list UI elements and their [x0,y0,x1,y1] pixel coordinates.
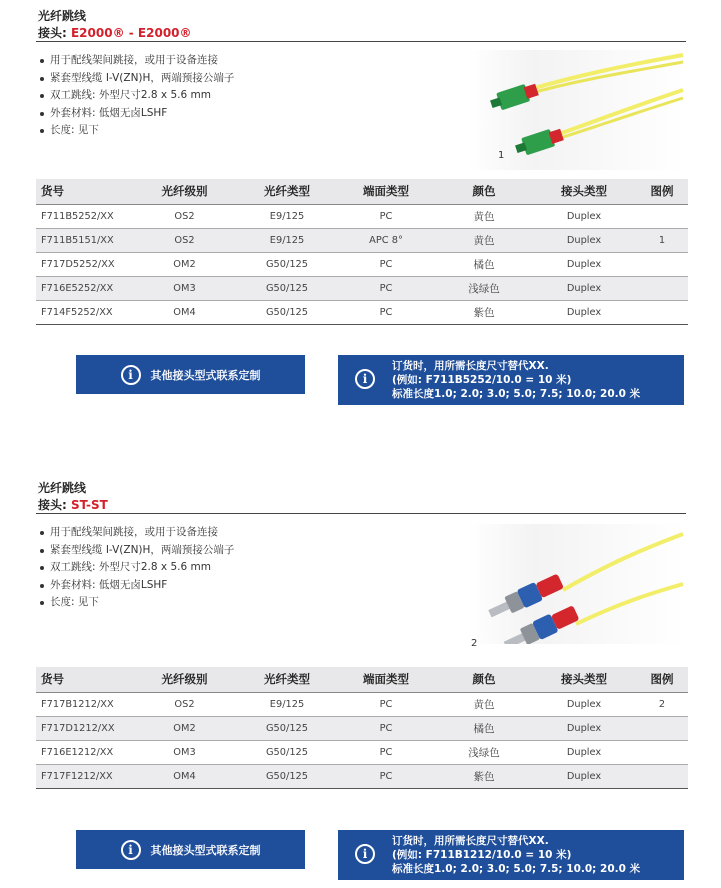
cell-connector: Duplex [532,300,636,324]
col-header-fiber-type: 光纤类型 [238,667,336,692]
cell-part-no: F711B5252/XX [36,204,131,228]
table-header-row [36,667,688,692]
note-line: 订货时，用所需长度尺寸替代XX. [392,360,549,372]
table-row [36,716,688,740]
section-subtitle [38,24,192,41]
table-header-row [36,179,688,204]
table-row [36,764,688,788]
col-header-connector: 接头类型 [532,667,636,692]
cell-part-no: F716E1212/XX [36,740,131,764]
cell-endface: PC [336,204,436,228]
cell-fiber-grade: OM3 [131,740,238,764]
cell-endface: PC [336,764,436,788]
col-header-part-no: 货号 [36,667,131,692]
st-patch-cord-photo [468,524,686,644]
cell-fiber-type: E9/125 [238,204,336,228]
custom-connector-button[interactable] [76,830,305,869]
cell-color: 黄色 [436,228,532,252]
cell-endface: PC [336,252,436,276]
cell-endface: APC 8° [336,228,436,252]
cell-connector: Duplex [532,692,636,716]
cell-fiber-grade: OM2 [131,252,238,276]
cell-color: 橘色 [436,252,532,276]
product-section-st [0,472,721,888]
cell-connector: Duplex [532,252,636,276]
cell-connector: Duplex [532,228,636,252]
feature-list [38,52,234,140]
cell-figure [636,740,688,764]
section-title: 光纤跳线 [38,481,87,495]
section-title: 光纤跳线 [38,9,87,23]
cell-fiber-type: G50/125 [238,716,336,740]
spec-table [36,179,688,325]
cell-color: 橘色 [436,716,532,740]
col-header-endface: 端面类型 [336,179,436,204]
cell-endface: PC [336,692,436,716]
cell-connector: Duplex [532,764,636,788]
cell-endface: PC [336,300,436,324]
info-icon: i [121,365,141,385]
cell-connector: Duplex [532,716,636,740]
col-header-color: 颜色 [436,179,532,204]
product-section-e2000 [0,0,721,420]
cell-fiber-type: E9/125 [238,692,336,716]
cell-fiber-grade: OS2 [131,204,238,228]
cell-fiber-type: G50/125 [238,252,336,276]
col-header-fiber-type: 光纤类型 [238,179,336,204]
cell-connector: Duplex [532,204,636,228]
cell-figure [636,764,688,788]
cell-fiber-grade: OM3 [131,276,238,300]
title-divider [36,41,686,42]
table-row [36,228,688,252]
cell-fiber-grade: OM2 [131,716,238,740]
cell-fiber-grade: OS2 [131,228,238,252]
feature-item: 用于配线架间跳接，或用于设备连接 [38,52,234,70]
col-header-fiber-grade: 光纤级别 [131,667,238,692]
cell-part-no: F717D5252/XX [36,252,131,276]
cell-figure [636,204,688,228]
cell-endface: PC [336,276,436,300]
note-line: 订货时，用所需长度尺寸替代XX. [392,835,549,847]
table-row [36,692,688,716]
cell-part-no: F714F5252/XX [36,300,131,324]
cell-fiber-grade: OM4 [131,300,238,324]
cell-connector: Duplex [532,740,636,764]
cell-color: 黄色 [436,692,532,716]
feature-item: 紧套型线缆 I-V(ZN)H，两端预接公端子 [38,542,234,560]
col-header-fiber-grade: 光纤级别 [131,179,238,204]
note-line: (例如: F711B1212/10.0 = 10 米) [392,849,572,861]
cell-connector: Duplex [532,276,636,300]
cell-endface: PC [336,740,436,764]
cell-endface: PC [336,716,436,740]
info-icon: i [121,840,141,860]
feature-list [38,524,234,612]
col-header-figure: 图例 [636,179,688,204]
table-row [36,204,688,228]
cell-figure [636,252,688,276]
cell-fiber-type: G50/125 [238,764,336,788]
custom-connector-label: 其他接头型式联系定制 [150,843,261,857]
cell-part-no: F717B1212/XX [36,692,131,716]
cell-fiber-type: E9/125 [238,228,336,252]
ordering-note-text [392,359,640,401]
note-line: 标准长度1.0; 2.0; 3.0; 5.0; 7.5; 10.0; 20.0 米 [392,388,641,400]
feature-item: 紧套型线缆 I-V(ZN)H，两端预接公端子 [38,70,234,88]
cell-part-no: F717F1212/XX [36,764,131,788]
cell-fiber-type: G50/125 [238,300,336,324]
table-row [36,276,688,300]
table-row [36,300,688,324]
section-subtitle [38,496,108,513]
subtitle-prefix: 接头: [38,26,71,40]
connector-name: ST-ST [70,498,108,512]
cell-fiber-grade: OS2 [131,692,238,716]
cell-figure [636,276,688,300]
col-header-color: 颜色 [436,667,532,692]
ordering-note [338,355,684,405]
info-icon: i [355,844,375,864]
note-line: 标准长度1.0; 2.0; 3.0; 5.0; 7.5; 10.0; 20.0 米 [392,863,641,875]
note-line: (例如: F711B5252/10.0 = 10 米) [392,374,572,386]
cell-fiber-grade: OM4 [131,764,238,788]
cell-color: 浅绿色 [436,276,532,300]
col-header-connector: 接头类型 [532,179,636,204]
feature-item: 用于配线架间跳接，或用于设备连接 [38,524,234,542]
custom-connector-button[interactable] [76,355,305,394]
col-header-endface: 端面类型 [336,667,436,692]
cell-figure [636,716,688,740]
cell-figure [636,300,688,324]
cell-part-no: F716E5252/XX [36,276,131,300]
feature-item: 外套材料: 低烟无卤LSHF [38,105,234,123]
cell-color: 浅绿色 [436,740,532,764]
table-row [36,740,688,764]
cell-color: 紫色 [436,300,532,324]
cell-fiber-type: G50/125 [238,740,336,764]
cell-part-no: F717D1212/XX [36,716,131,740]
ordering-note [338,830,684,880]
feature-item: 长度: 见下 [38,594,234,612]
cell-fiber-type: G50/125 [238,276,336,300]
figure-label: 2 [471,638,478,649]
figure-label: 1 [498,150,505,161]
col-header-figure: 图例 [636,667,688,692]
cell-part-no: F711B5151/XX [36,228,131,252]
cell-figure: 2 [636,692,688,716]
feature-item: 双工跳线: 外型尺寸2.8 x 5.6 mm [38,87,234,105]
info-icon: i [355,369,375,389]
connector-name: E2000® - E2000® [70,26,192,40]
feature-item: 外套材料: 低烟无卤LSHF [38,577,234,595]
title-divider [36,513,686,514]
table-row [36,252,688,276]
subtitle-prefix: 接头: [38,498,71,512]
cell-color: 紫色 [436,764,532,788]
custom-connector-label: 其他接头型式联系定制 [150,368,261,382]
spec-table [36,667,688,789]
feature-item: 双工跳线: 外型尺寸2.8 x 5.6 mm [38,559,234,577]
col-header-part-no: 货号 [36,179,131,204]
ordering-note-text [392,834,640,876]
cell-color: 黄色 [436,204,532,228]
feature-item: 长度: 见下 [38,122,234,140]
cell-figure: 1 [636,228,688,252]
